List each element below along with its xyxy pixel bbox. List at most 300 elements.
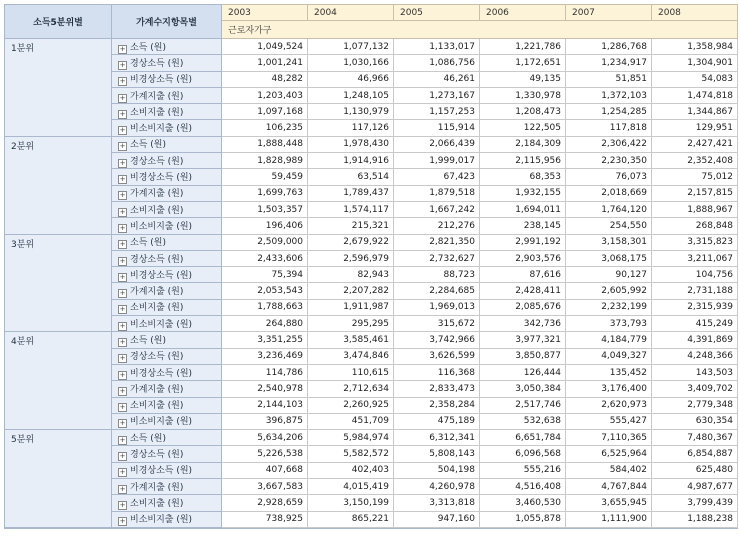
value-cell: 115,914 xyxy=(394,120,480,136)
value-cell: 504,198 xyxy=(394,462,480,478)
year-header[interactable]: 2006 xyxy=(480,5,566,21)
table-row xyxy=(5,153,738,169)
table-row xyxy=(5,218,738,234)
expand-icon[interactable]: + xyxy=(119,191,126,200)
value-cell: 2,731,188 xyxy=(652,283,738,299)
value-cell: 3,409,702 xyxy=(652,381,738,397)
value-cell: 396,875 xyxy=(222,413,308,429)
value-cell: 51,851 xyxy=(566,71,652,87)
value-cell: 2,779,348 xyxy=(652,397,738,413)
budget-item-label: 비소비지출 (원) xyxy=(130,124,193,135)
table-body xyxy=(5,39,738,528)
value-cell: 1,699,763 xyxy=(222,185,308,201)
value-cell: 59,459 xyxy=(222,169,308,185)
table-row xyxy=(5,479,738,495)
table-row xyxy=(5,495,738,511)
budget-item-cell[interactable] xyxy=(112,511,222,527)
value-cell: 555,427 xyxy=(566,413,652,429)
value-cell: 3,158,301 xyxy=(566,234,652,250)
value-cell: 295,295 xyxy=(308,316,394,332)
budget-item-label: 가계지출 (원) xyxy=(130,189,184,200)
value-cell: 1,888,967 xyxy=(652,201,738,217)
value-cell: 2,053,543 xyxy=(222,283,308,299)
budget-item-label: 소비지출 (원) xyxy=(130,303,184,314)
value-cell: 7,480,367 xyxy=(652,430,738,446)
budget-item-cell[interactable] xyxy=(112,234,222,250)
value-cell: 67,423 xyxy=(394,169,480,185)
budget-item-label: 경상소득 (원) xyxy=(130,352,184,363)
value-cell: 1,503,357 xyxy=(222,201,308,217)
budget-item-cell[interactable] xyxy=(112,136,222,152)
table-bottom-border xyxy=(4,528,738,529)
quintile-group-label: 1분위 xyxy=(5,39,112,137)
value-cell: 1,474,818 xyxy=(652,87,738,103)
value-cell: 126,444 xyxy=(480,364,566,380)
value-cell: 104,756 xyxy=(652,267,738,283)
value-cell: 402,403 xyxy=(308,462,394,478)
column-header-income-quintile[interactable]: 소득5분위별 xyxy=(5,5,112,39)
budget-item-cell[interactable] xyxy=(112,283,222,299)
value-cell: 76,073 xyxy=(566,169,652,185)
value-cell: 5,984,974 xyxy=(308,430,394,446)
budget-item-cell[interactable] xyxy=(112,316,222,332)
table-row xyxy=(5,120,738,136)
value-cell: 5,634,206 xyxy=(222,430,308,446)
budget-item-cell[interactable] xyxy=(112,39,222,55)
expand-icon[interactable]: + xyxy=(119,517,126,526)
expand-icon[interactable]: + xyxy=(119,256,126,265)
value-cell: 2,620,973 xyxy=(566,397,652,413)
budget-item-label: 비경상소득 (원) xyxy=(130,75,193,86)
table-row xyxy=(5,446,738,462)
value-cell: 1,172,651 xyxy=(480,55,566,71)
table-row xyxy=(5,511,738,527)
value-cell: 254,550 xyxy=(566,218,652,234)
value-cell: 2,306,422 xyxy=(566,136,652,152)
value-cell: 135,452 xyxy=(566,364,652,380)
budget-item-cell[interactable] xyxy=(112,495,222,511)
value-cell: 75,012 xyxy=(652,169,738,185)
value-cell: 2,284,685 xyxy=(394,283,480,299)
value-cell: 1,788,663 xyxy=(222,299,308,315)
value-cell: 4,516,408 xyxy=(480,479,566,495)
value-cell: 342,736 xyxy=(480,316,566,332)
table-row xyxy=(5,299,738,315)
household-type-header[interactable]: 근로자가구 xyxy=(222,21,738,39)
value-cell: 3,742,966 xyxy=(394,332,480,348)
column-header-budget-item[interactable]: 가계수지항목별 xyxy=(112,5,222,39)
expand-icon[interactable]: + xyxy=(119,419,126,428)
value-cell: 2,517,746 xyxy=(480,397,566,413)
value-cell: 1,330,978 xyxy=(480,87,566,103)
value-cell: 110,615 xyxy=(308,364,394,380)
value-cell: 1,914,916 xyxy=(308,153,394,169)
value-cell: 196,406 xyxy=(222,218,308,234)
value-cell: 1,667,242 xyxy=(394,201,480,217)
budget-item-cell[interactable] xyxy=(112,250,222,266)
value-cell: 2,315,939 xyxy=(652,299,738,315)
value-cell: 1,304,901 xyxy=(652,55,738,71)
value-cell: 1,097,168 xyxy=(222,104,308,120)
budget-item-cell[interactable] xyxy=(112,201,222,217)
value-cell: 4,015,419 xyxy=(308,479,394,495)
table-row xyxy=(5,381,738,397)
value-cell: 315,672 xyxy=(394,316,480,332)
value-cell: 1,344,867 xyxy=(652,104,738,120)
budget-item-label: 비소비지출 (원) xyxy=(130,221,193,232)
value-cell: 6,525,964 xyxy=(566,446,652,462)
budget-item-label: 소득 (원) xyxy=(130,42,166,53)
value-cell: 1,969,013 xyxy=(394,299,480,315)
value-cell: 117,818 xyxy=(566,120,652,136)
table-row xyxy=(5,267,738,283)
table-row xyxy=(5,397,738,413)
value-cell: 212,276 xyxy=(394,218,480,234)
value-cell: 6,651,784 xyxy=(480,430,566,446)
value-cell: 2,115,956 xyxy=(480,153,566,169)
expand-icon[interactable]: + xyxy=(119,337,126,346)
year-header[interactable]: 2007 xyxy=(566,5,652,21)
year-header[interactable]: 2004 xyxy=(308,5,394,21)
expand-icon[interactable]: + xyxy=(119,77,126,86)
table-row xyxy=(5,234,738,250)
budget-item-label: 비소비지출 (원) xyxy=(130,319,193,330)
value-cell: 1,234,917 xyxy=(566,55,652,71)
value-cell: 49,135 xyxy=(480,71,566,87)
expand-icon[interactable]: + xyxy=(119,60,126,69)
table-row xyxy=(5,39,738,55)
table-row xyxy=(5,430,738,446)
expand-icon[interactable]: + xyxy=(119,435,126,444)
value-cell: 2,232,199 xyxy=(566,299,652,315)
value-cell: 555,216 xyxy=(480,462,566,478)
value-cell: 68,353 xyxy=(480,169,566,185)
budget-item-cell[interactable] xyxy=(112,87,222,103)
budget-item-label: 비경상소득 (원) xyxy=(130,368,193,379)
value-cell: 6,312,341 xyxy=(394,430,480,446)
value-cell: 2,358,284 xyxy=(394,397,480,413)
expand-icon[interactable]: + xyxy=(119,403,126,412)
budget-item-label: 소득 (원) xyxy=(130,335,166,346)
expand-icon[interactable]: + xyxy=(119,484,126,493)
expand-icon[interactable]: + xyxy=(119,93,126,102)
value-cell: 2,928,659 xyxy=(222,495,308,511)
value-cell: 238,145 xyxy=(480,218,566,234)
value-cell: 2,157,815 xyxy=(652,185,738,201)
value-cell: 1,086,756 xyxy=(394,55,480,71)
value-cell: 1,828,989 xyxy=(222,153,308,169)
value-cell: 2,018,669 xyxy=(566,185,652,201)
budget-item-label: 비경상소득 (원) xyxy=(130,270,193,281)
value-cell: 3,236,469 xyxy=(222,348,308,364)
value-cell: 143,503 xyxy=(652,364,738,380)
budget-item-cell[interactable] xyxy=(112,397,222,413)
value-cell: 1,764,120 xyxy=(566,201,652,217)
expand-icon[interactable]: + xyxy=(119,207,126,216)
expand-icon[interactable]: + xyxy=(119,109,126,118)
budget-item-label: 소득 (원) xyxy=(130,433,166,444)
budget-item-cell[interactable] xyxy=(112,153,222,169)
table-row xyxy=(5,364,738,380)
value-cell: 75,394 xyxy=(222,267,308,283)
budget-item-cell[interactable] xyxy=(112,55,222,71)
expand-icon[interactable]: + xyxy=(119,44,126,53)
budget-item-label: 소비지출 (원) xyxy=(130,205,184,216)
value-cell: 3,150,199 xyxy=(308,495,394,511)
budget-item-cell[interactable] xyxy=(112,71,222,87)
budget-item-label: 가계지출 (원) xyxy=(130,384,184,395)
value-cell: 2,230,350 xyxy=(566,153,652,169)
quintile-group-label: 4분위 xyxy=(5,332,112,430)
value-cell: 1,248,105 xyxy=(308,87,394,103)
value-cell: 2,821,350 xyxy=(394,234,480,250)
value-cell: 1,208,473 xyxy=(480,104,566,120)
budget-item-cell[interactable] xyxy=(112,413,222,429)
value-cell: 3,799,439 xyxy=(652,495,738,511)
value-cell: 2,732,627 xyxy=(394,250,480,266)
value-cell: 90,127 xyxy=(566,267,652,283)
table-row xyxy=(5,201,738,217)
value-cell: 1,130,979 xyxy=(308,104,394,120)
value-cell: 3,351,255 xyxy=(222,332,308,348)
value-cell: 1,030,166 xyxy=(308,55,394,71)
expand-icon[interactable]: + xyxy=(119,158,126,167)
value-cell: 2,509,000 xyxy=(222,234,308,250)
value-cell: 1,221,786 xyxy=(480,39,566,55)
value-cell: 4,260,978 xyxy=(394,479,480,495)
budget-item-cell[interactable] xyxy=(112,169,222,185)
value-cell: 630,354 xyxy=(652,413,738,429)
table-row xyxy=(5,316,738,332)
value-cell: 6,096,568 xyxy=(480,446,566,462)
budget-item-label: 경상소득 (원) xyxy=(130,58,184,69)
quintile-group-label: 5분위 xyxy=(5,430,112,528)
value-cell: 2,428,411 xyxy=(480,283,566,299)
budget-item-label: 가계지출 (원) xyxy=(130,482,184,493)
budget-item-cell[interactable] xyxy=(112,120,222,136)
budget-item-cell[interactable] xyxy=(112,430,222,446)
budget-item-cell[interactable] xyxy=(112,267,222,283)
value-cell: 1,001,241 xyxy=(222,55,308,71)
value-cell: 215,321 xyxy=(308,218,394,234)
value-cell: 3,050,384 xyxy=(480,381,566,397)
table-row xyxy=(5,87,738,103)
table-row xyxy=(5,185,738,201)
value-cell: 3,585,461 xyxy=(308,332,394,348)
expand-icon[interactable]: + xyxy=(119,289,126,298)
budget-item-cell[interactable] xyxy=(112,348,222,364)
expand-icon[interactable]: + xyxy=(119,305,126,314)
budget-item-cell[interactable] xyxy=(112,381,222,397)
year-header[interactable]: 2005 xyxy=(394,5,480,21)
value-cell: 532,638 xyxy=(480,413,566,429)
budget-item-label: 경상소득 (원) xyxy=(130,254,184,265)
expand-icon[interactable]: + xyxy=(119,500,126,509)
budget-item-cell[interactable] xyxy=(112,332,222,348)
value-cell: 88,723 xyxy=(394,267,480,283)
expand-icon[interactable]: + xyxy=(119,321,126,330)
expand-icon[interactable]: + xyxy=(119,175,126,184)
header-row-years xyxy=(5,5,738,21)
value-cell: 1,932,155 xyxy=(480,185,566,201)
value-cell: 129,951 xyxy=(652,120,738,136)
table-row xyxy=(5,413,738,429)
value-cell: 1,273,167 xyxy=(394,87,480,103)
value-cell: 3,850,877 xyxy=(480,348,566,364)
value-cell: 2,605,992 xyxy=(566,283,652,299)
value-cell: 625,480 xyxy=(652,462,738,478)
value-cell: 1,133,017 xyxy=(394,39,480,55)
value-cell: 4,391,869 xyxy=(652,332,738,348)
expand-icon[interactable]: + xyxy=(119,452,126,461)
value-cell: 947,160 xyxy=(394,511,480,527)
table-row xyxy=(5,348,738,364)
year-header[interactable]: 2003 xyxy=(222,5,308,21)
value-cell: 373,793 xyxy=(566,316,652,332)
budget-item-label: 소비지출 (원) xyxy=(130,498,184,509)
value-cell: 3,068,175 xyxy=(566,250,652,266)
value-cell: 264,880 xyxy=(222,316,308,332)
value-cell: 268,848 xyxy=(652,218,738,234)
budget-item-cell[interactable] xyxy=(112,462,222,478)
value-cell: 3,313,818 xyxy=(394,495,480,511)
value-cell: 5,582,572 xyxy=(308,446,394,462)
value-cell: 1,254,285 xyxy=(566,104,652,120)
expand-icon[interactable]: + xyxy=(119,240,126,249)
value-cell: 2,712,634 xyxy=(308,381,394,397)
quintile-group-label: 2분위 xyxy=(5,136,112,234)
table-row xyxy=(5,462,738,478)
budget-item-label: 비경상소득 (원) xyxy=(130,173,193,184)
value-cell: 3,626,599 xyxy=(394,348,480,364)
value-cell: 63,514 xyxy=(308,169,394,185)
expand-icon[interactable]: + xyxy=(119,223,126,232)
value-cell: 3,460,530 xyxy=(480,495,566,511)
value-cell: 2,596,979 xyxy=(308,250,394,266)
value-cell: 415,249 xyxy=(652,316,738,332)
expand-icon[interactable]: + xyxy=(119,354,126,363)
value-cell: 4,049,327 xyxy=(566,348,652,364)
value-cell: 1,911,987 xyxy=(308,299,394,315)
value-cell: 1,157,253 xyxy=(394,104,480,120)
value-cell: 2,991,192 xyxy=(480,234,566,250)
expand-icon[interactable]: + xyxy=(119,370,126,379)
value-cell: 2,540,978 xyxy=(222,381,308,397)
value-cell: 1,286,768 xyxy=(566,39,652,55)
value-cell: 5,226,538 xyxy=(222,446,308,462)
table-row xyxy=(5,283,738,299)
budget-item-cell[interactable] xyxy=(112,104,222,120)
value-cell: 2,903,576 xyxy=(480,250,566,266)
budget-item-cell[interactable] xyxy=(112,364,222,380)
value-cell: 82,943 xyxy=(308,267,394,283)
value-cell: 1,789,437 xyxy=(308,185,394,201)
quintile-group-label: 3분위 xyxy=(5,234,112,332)
table-row xyxy=(5,250,738,266)
value-cell: 6,854,887 xyxy=(652,446,738,462)
budget-item-cell[interactable] xyxy=(112,218,222,234)
value-cell: 122,505 xyxy=(480,120,566,136)
table-row xyxy=(5,55,738,71)
income-expenditure-table xyxy=(4,4,738,528)
value-cell: 116,368 xyxy=(394,364,480,380)
value-cell: 3,176,400 xyxy=(566,381,652,397)
value-cell: 584,402 xyxy=(566,462,652,478)
value-cell: 451,709 xyxy=(308,413,394,429)
value-cell: 2,184,309 xyxy=(480,136,566,152)
value-cell: 5,808,143 xyxy=(394,446,480,462)
value-cell: 1,049,524 xyxy=(222,39,308,55)
value-cell: 4,767,844 xyxy=(566,479,652,495)
value-cell: 2,144,103 xyxy=(222,397,308,413)
value-cell: 2,352,408 xyxy=(652,153,738,169)
table-row xyxy=(5,71,738,87)
value-cell: 3,211,067 xyxy=(652,250,738,266)
value-cell: 4,987,677 xyxy=(652,479,738,495)
expand-icon[interactable]: + xyxy=(119,126,126,135)
value-cell: 1,888,448 xyxy=(222,136,308,152)
budget-item-label: 소득 (원) xyxy=(130,140,166,151)
value-cell: 407,668 xyxy=(222,462,308,478)
expand-icon[interactable]: + xyxy=(119,386,126,395)
value-cell: 2,066,439 xyxy=(394,136,480,152)
budget-item-label: 비경상소득 (원) xyxy=(130,466,193,477)
table-row xyxy=(5,169,738,185)
value-cell: 1,372,103 xyxy=(566,87,652,103)
value-cell: 1,999,017 xyxy=(394,153,480,169)
expand-icon[interactable]: + xyxy=(119,468,126,477)
budget-item-label: 경상소득 (원) xyxy=(130,156,184,167)
value-cell: 1,694,011 xyxy=(480,201,566,217)
value-cell: 87,616 xyxy=(480,267,566,283)
budget-item-label: 가계지출 (원) xyxy=(130,91,184,102)
table-row xyxy=(5,332,738,348)
value-cell: 3,474,846 xyxy=(308,348,394,364)
budget-item-label: 가계지출 (원) xyxy=(130,287,184,298)
value-cell: 4,248,366 xyxy=(652,348,738,364)
value-cell: 3,667,583 xyxy=(222,479,308,495)
value-cell: 7,110,365 xyxy=(566,430,652,446)
budget-item-label: 경상소득 (원) xyxy=(130,450,184,461)
value-cell: 1,203,403 xyxy=(222,87,308,103)
value-cell: 1,077,132 xyxy=(308,39,394,55)
year-header[interactable]: 2008 xyxy=(652,5,738,21)
value-cell: 46,261 xyxy=(394,71,480,87)
budget-item-cell[interactable] xyxy=(112,185,222,201)
value-cell: 1,978,430 xyxy=(308,136,394,152)
expand-icon[interactable]: + xyxy=(119,272,126,281)
value-cell: 3,655,945 xyxy=(566,495,652,511)
value-cell: 1,055,878 xyxy=(480,511,566,527)
value-cell: 865,221 xyxy=(308,511,394,527)
value-cell: 2,433,606 xyxy=(222,250,308,266)
value-cell: 2,427,421 xyxy=(652,136,738,152)
value-cell: 2,833,473 xyxy=(394,381,480,397)
value-cell: 3,315,823 xyxy=(652,234,738,250)
value-cell: 475,189 xyxy=(394,413,480,429)
budget-item-cell[interactable] xyxy=(112,299,222,315)
value-cell: 48,282 xyxy=(222,71,308,87)
value-cell: 2,207,282 xyxy=(308,283,394,299)
value-cell: 114,786 xyxy=(222,364,308,380)
value-cell: 1,358,984 xyxy=(652,39,738,55)
budget-item-label: 소득 (원) xyxy=(130,238,166,249)
budget-item-cell[interactable] xyxy=(112,446,222,462)
table-row xyxy=(5,104,738,120)
expand-icon[interactable]: + xyxy=(119,142,126,151)
budget-item-cell[interactable] xyxy=(112,479,222,495)
value-cell: 1,111,900 xyxy=(566,511,652,527)
